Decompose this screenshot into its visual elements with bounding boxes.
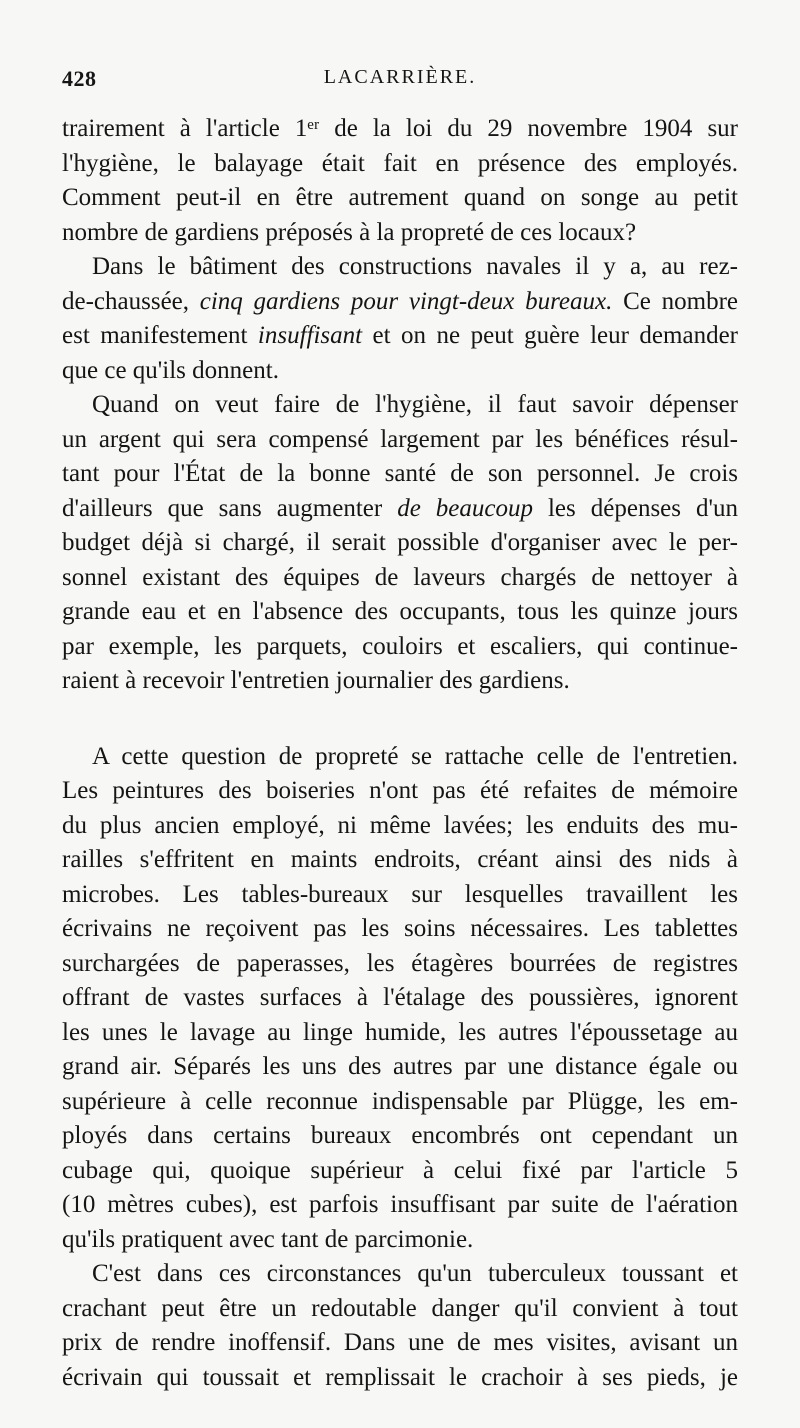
- text-span: d'ailleurs que sans augmenter: [62, 494, 398, 522]
- text-line: cubage qui, quoique supérieur à celui fixé par l'article 5: [62, 1156, 738, 1184]
- text-line: qu'ils pratiquent avec tant de parcimonie.: [62, 1225, 474, 1253]
- text-line: [62, 492, 738, 527]
- italic-text: de beaucoup: [397, 494, 533, 522]
- text-line: Comment peut-il en être autrement quand on songe au petit: [62, 184, 738, 211]
- text-line: écrivain qui toussait et remplissait le crachoir à ses pieds, je: [62, 1363, 738, 1391]
- italic-text: cinq gardiens pour vingt-deux bureaux.: [199, 287, 613, 315]
- running-head: LACARRIÈRE.: [323, 66, 477, 88]
- text-line: un argent qui sera compensé largement par les bénéfices résul-: [62, 425, 738, 453]
- page-body: [62, 112, 738, 1395]
- text-line: Les peintures des boiseries n'ont pas été refaites de mémoire: [62, 777, 738, 804]
- text-span: de-chaussée,: [62, 287, 200, 315]
- text-line: raient à recevoir l'entretien journalier des gardiens.: [62, 667, 570, 694]
- text-line: écrivains ne reçoivent pas les soins nécessaires. Les tablettes: [62, 915, 738, 942]
- text-line: les unes le lavage au linge humide, les autres l'époussetage au: [62, 1018, 738, 1046]
- text-line: surchargées de paperasses, les étagères bourrées de registres: [62, 949, 738, 977]
- paragraph: [62, 388, 738, 699]
- text-line: [62, 285, 738, 320]
- text-line: A cette question de propreté se rattache celle de l'entretien.: [92, 742, 738, 770]
- page-number: 428: [62, 66, 97, 91]
- text-line: du plus ancien employé, ni même lavées; les enduits des mu-: [62, 811, 738, 839]
- paragraph: [62, 1257, 738, 1395]
- paragraph: [62, 740, 738, 1258]
- text-span: les dépenses d'un: [533, 494, 738, 522]
- paragraph: [62, 250, 738, 388]
- text-line: ployés dans certains bureaux encombrés ont cependant un: [62, 1122, 738, 1149]
- text-span: et on ne peut guère leur demander: [362, 322, 738, 349]
- text-line: railles s'effritent en maints endroits, créant ainsi des nids à: [62, 846, 738, 873]
- text-line: Quand on veut faire de l'hygiène, il faut savoir dépenser: [92, 391, 738, 418]
- text-span: est manifestement: [62, 322, 258, 349]
- text-line: supérieure à celle reconnue indispensable par Plügge, les em-: [62, 1087, 738, 1115]
- text-line: nombre de gardiens préposés à la propreté de ces locaux?: [62, 218, 637, 246]
- text-line: sonnel existant des équipes de laveurs chargés de nettoyer à: [62, 563, 738, 591]
- italic-text: insuffisant: [257, 322, 363, 349]
- text-line: budget déjà si chargé, il serait possible d'organiser avec le per-: [62, 529, 738, 556]
- text-line: [62, 319, 738, 354]
- text-line: Dans le bâtiment des constructions navales il y a, au rez-: [92, 253, 738, 280]
- text-line: crachant peut être un redoutable danger qu'il convient à tout: [62, 1294, 738, 1322]
- paragraph: [62, 112, 738, 250]
- text-line: trairement à l'article 1ᵉʳ de la loi du 29 novembre 1904 sur: [62, 115, 738, 142]
- section-break: [62, 699, 738, 740]
- text-line: microbes. Les tables-bureaux sur lesquelles travaillent les: [62, 880, 738, 908]
- text-line: tant pour l'État de la bonne santé de son personnel. Je crois: [62, 460, 738, 487]
- text-line: grand air. Séparés les uns des autres par une distance égale ou: [62, 1053, 738, 1080]
- text-span: Ce nombre: [612, 287, 738, 315]
- text-line: que ce qu'ils donnent.: [62, 356, 279, 384]
- text-line: l'hygiène, le balayage était fait en présence des employés.: [62, 149, 738, 177]
- text-line: par exemple, les parquets, couloirs et escaliers, qui continue-: [62, 632, 738, 660]
- text-line: grande eau et en l'absence des occupants, tous les quinze jours: [62, 598, 738, 625]
- page-header: [62, 66, 738, 106]
- text-line: (10 mètres cubes), est parfois insuffisant par suite de l'aération: [62, 1191, 738, 1218]
- text-line: C'est dans ces circonstances qu'un tuberculeux toussant et: [92, 1260, 738, 1287]
- text-line: prix de rendre inoffensif. Dans une de mes visites, avisant un: [62, 1329, 738, 1356]
- text-line: offrant de vastes surfaces à l'étalage des poussières, ignorent: [62, 984, 738, 1011]
